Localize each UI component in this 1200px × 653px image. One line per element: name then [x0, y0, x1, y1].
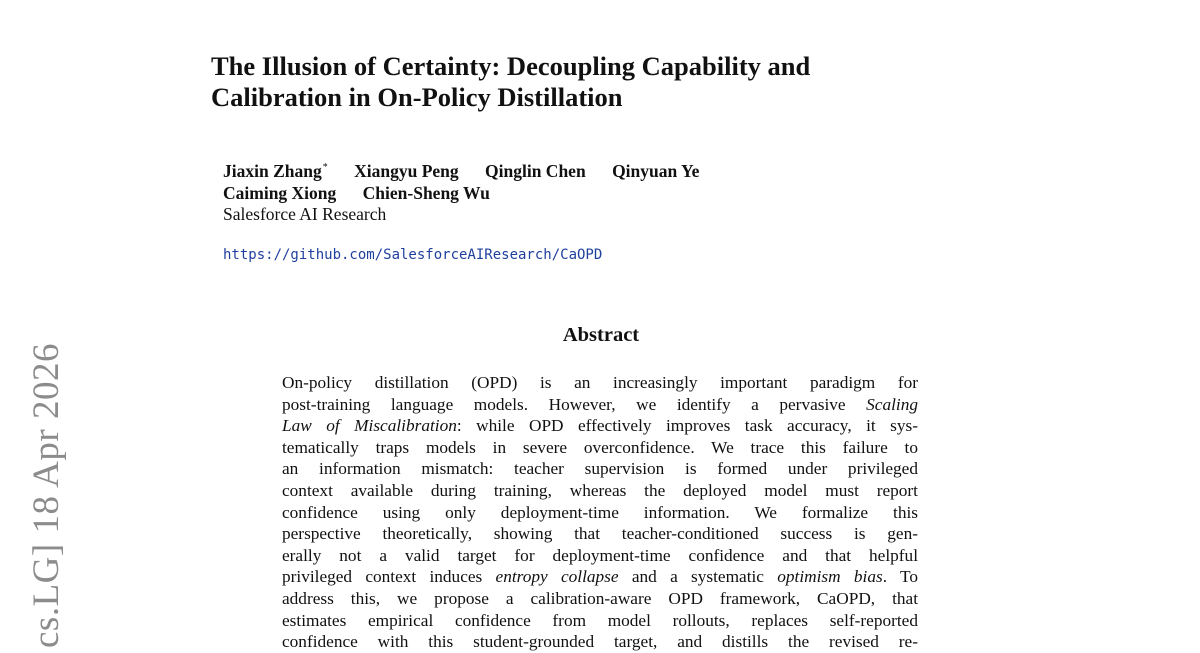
author-name: Qinyuan Ye: [612, 161, 700, 181]
author-name: Caiming Xiong: [223, 183, 337, 203]
abstract-line: confidence with this student-grounded target, and distills the revised re-: [282, 632, 918, 652]
abstract-line: tematically traps models in severe overconfidence. We trace this failure to: [282, 437, 918, 457]
author-name: Xiangyu Peng: [354, 161, 459, 181]
author-line-2: [223, 182, 699, 204]
abstract-text: and a systematic: [618, 567, 778, 587]
author-name: Chien-Sheng Wu: [362, 183, 490, 203]
author-name-text: Jiaxin Zhang: [223, 161, 322, 181]
abstract-line: [282, 394, 918, 416]
abstract-line: context available during training, whereas the deployed model must report: [282, 480, 918, 500]
abstract-line: [282, 566, 918, 588]
author-name: Qinglin Chen: [485, 161, 586, 181]
abstract-line: an information mismatch: teacher supervision is formed under privileged: [282, 459, 918, 479]
abstract-text: post-training language models. However, we identify a pervasive: [282, 394, 867, 414]
abstract-text: : while OPD effectively improves task accuracy, it sys-: [456, 416, 918, 436]
abstract-emphasis: entropy collapse: [495, 567, 619, 587]
abstract-text: . To: [882, 567, 918, 587]
paper-title-line-1: The Illusion of Certainty: Decoupling Capability and: [211, 51, 811, 81]
abstract-line: perspective theoretically, showing that teacher-conditioned success is gen-: [282, 524, 918, 544]
abstract-body: [282, 372, 918, 653]
repository-link[interactable]: https://github.com/SalesforceAIResearch/CaOPD: [223, 247, 603, 263]
abstract-line: confidence using only deployment-time information. We formalize this: [282, 502, 918, 522]
abstract-line: erally not a valid target for deployment-time confidence and that helpful: [282, 545, 918, 565]
author-name: [223, 161, 328, 181]
corresponding-author-mark: *: [322, 162, 328, 173]
abstract-line: On-policy distillation (OPD) is an increasingly important paradigm for: [282, 373, 918, 392]
abstract-line: estimates empirical confidence from model rollouts, replaces self-reported: [282, 610, 918, 630]
abstract-emphasis: Law of Miscalibration: [282, 416, 457, 436]
author-line-1: [223, 157, 699, 182]
abstract-emphasis: Scaling: [866, 394, 918, 414]
abstract-emphasis: optimism bias: [777, 567, 883, 587]
author-block: [223, 157, 699, 225]
abstract-heading-text: Abstract: [562, 324, 640, 346]
arxiv-identifier-stamp: cs.LG] 18 Apr 2026: [26, 343, 67, 648]
paper-title: [211, 51, 971, 113]
abstract-text: privileged context induces: [282, 567, 496, 587]
paper-title-line-2: Calibration in On-Policy Distillation: [211, 82, 623, 112]
abstract-line: [282, 415, 918, 437]
abstract-heading: [0, 322, 1200, 348]
affiliation: Salesforce AI Research: [223, 204, 387, 224]
abstract-line: address this, we propose a calibration-aware OPD framework, CaOPD, that: [282, 588, 918, 608]
